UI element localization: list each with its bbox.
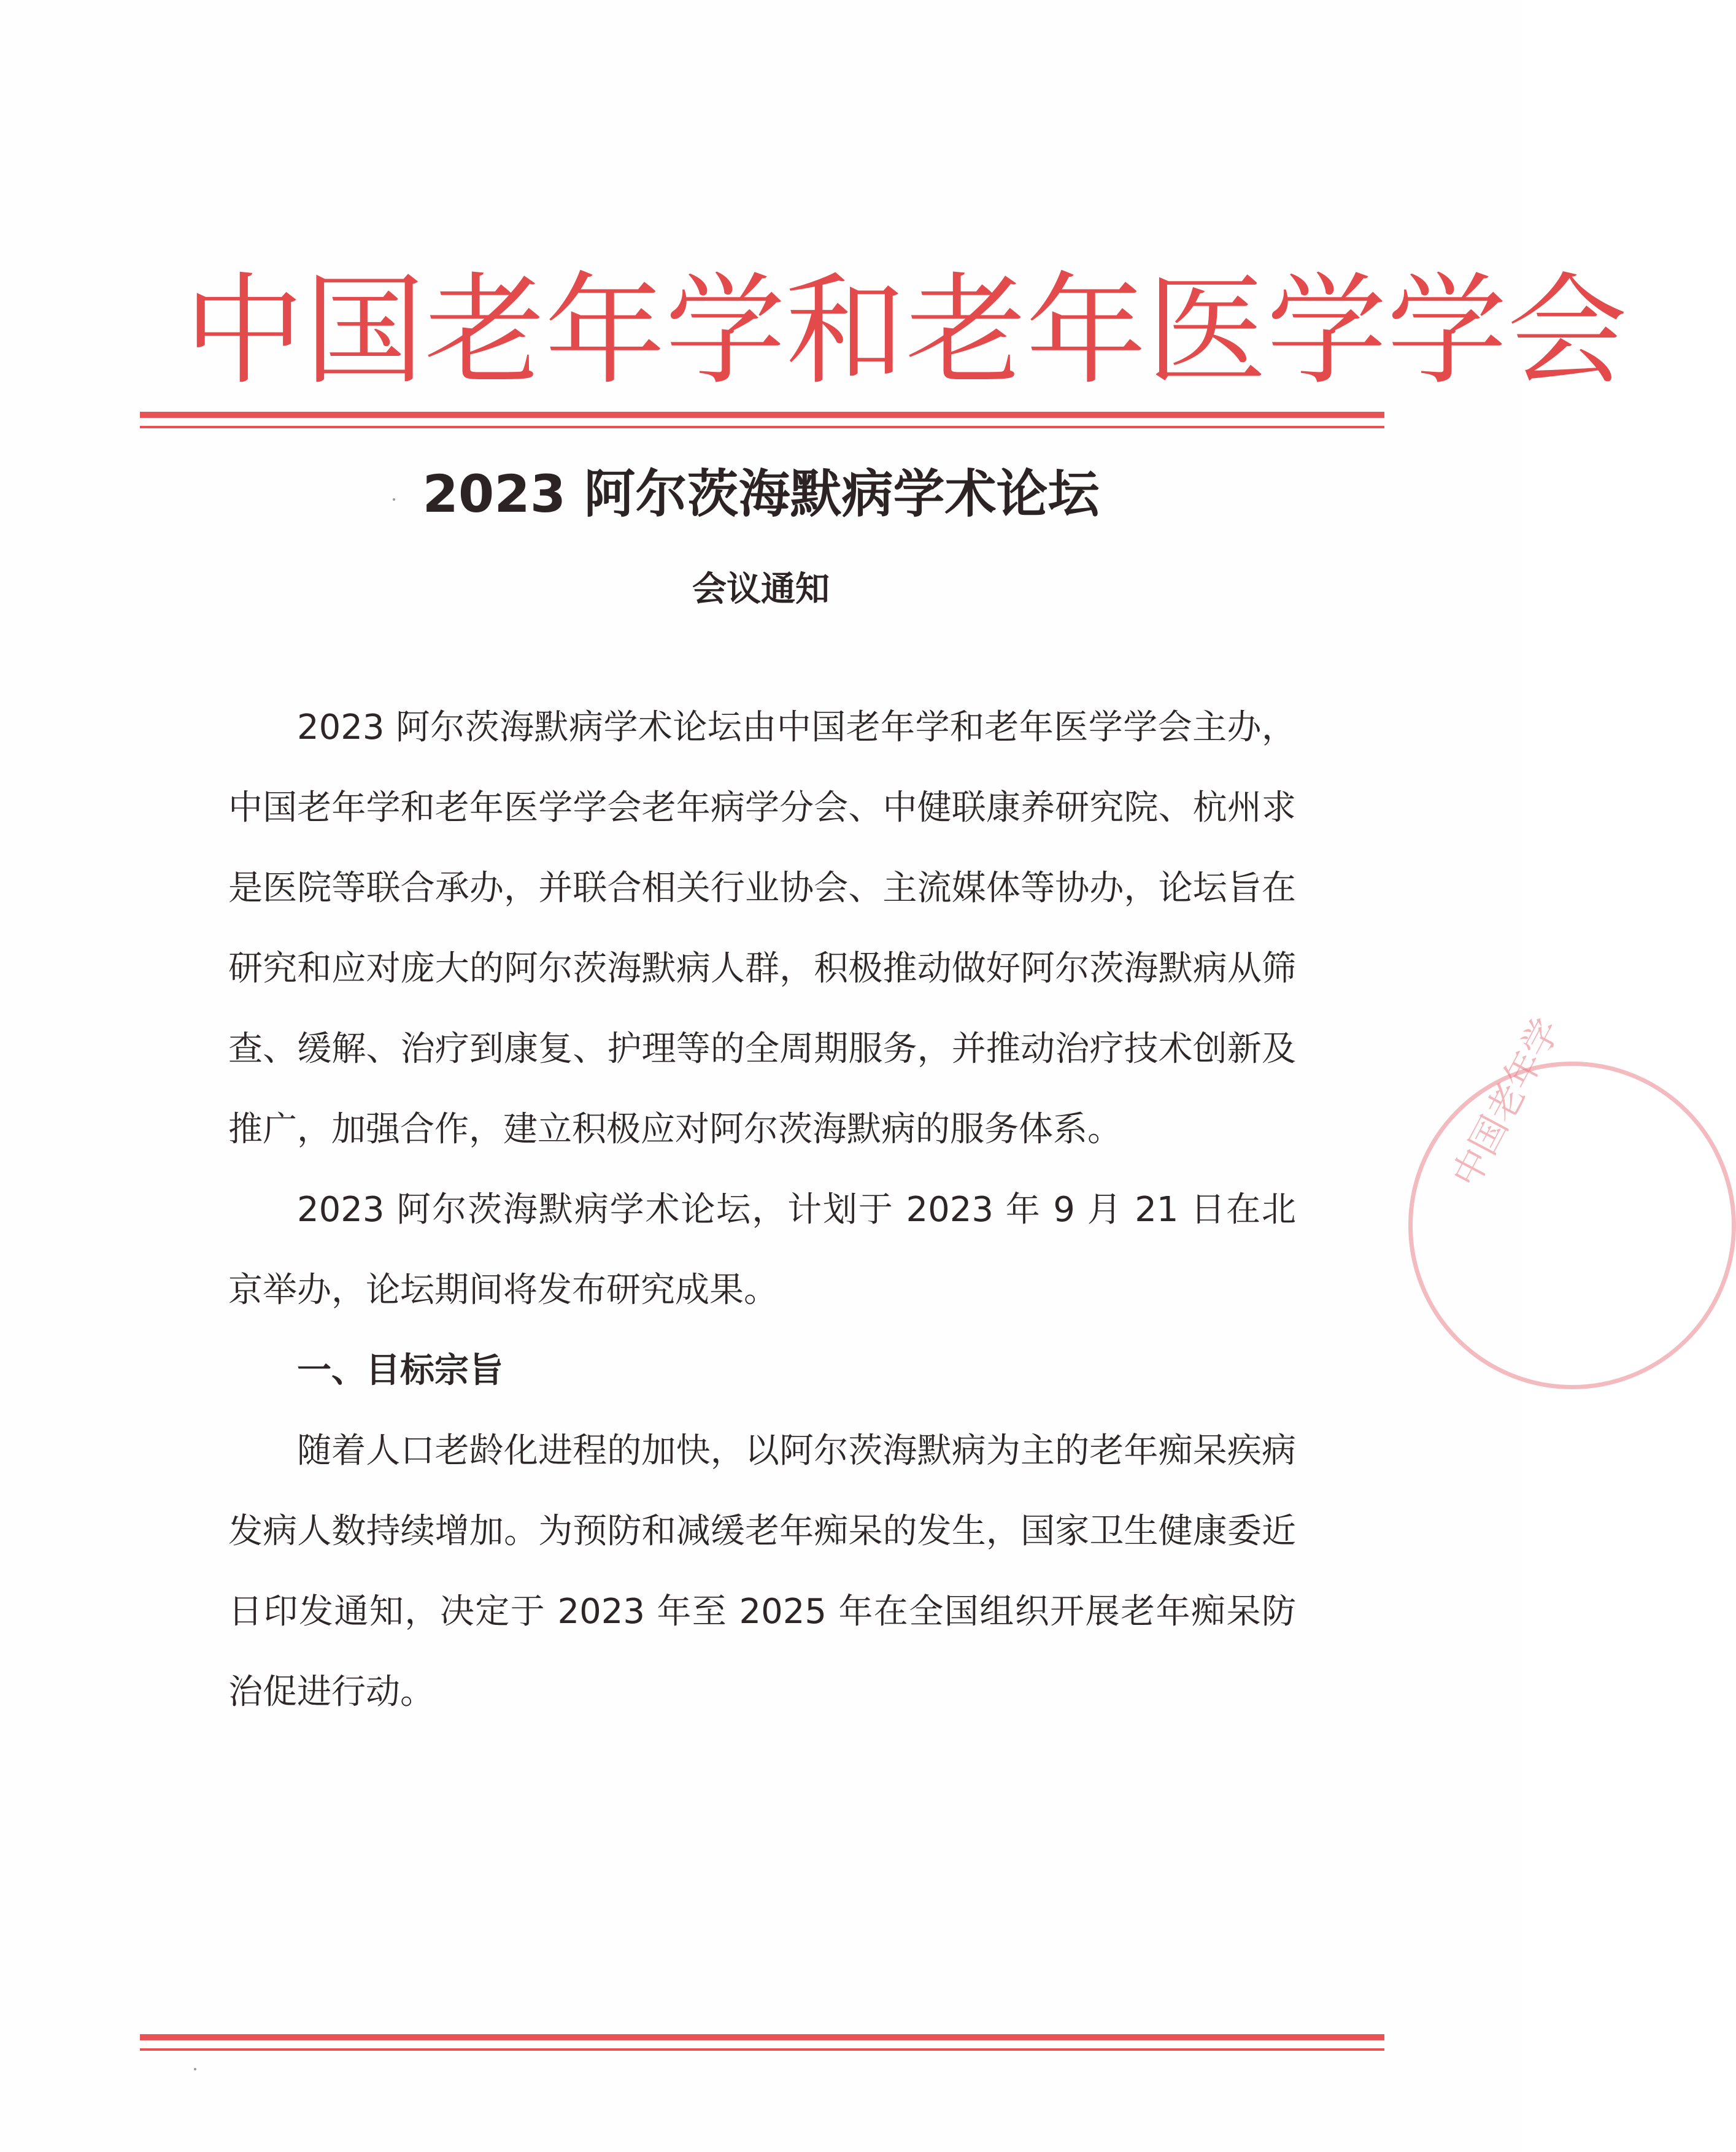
document-body bbox=[228, 687, 1296, 1732]
seal-text: 中国老年学 bbox=[1444, 1011, 1569, 1194]
header-divider-thin bbox=[140, 426, 1384, 428]
organization-header: 中国老年学和老年医学学会 bbox=[184, 261, 1628, 401]
header-divider-thick bbox=[140, 412, 1384, 418]
paragraph-goals: 随着人口老龄化进程的加快，以阿尔茨海默病为主的老年痴呆疾病发病人数持续增加。为预防和减缓老年痴呆的发生，国家卫生健康委近日印发通知，决定于 2023 年至 2025 年在全国组织开展老年痴呆防治促进行动。 bbox=[228, 1431, 1296, 1712]
document-title: 2023 阿尔茨海默病学术论坛 bbox=[422, 464, 1100, 524]
paragraph-schedule: 2023 阿尔茨海默病学术论坛，计划于 2023 年 9 月 21 日在北京举办，论坛期间将发布研究成果。 bbox=[228, 1190, 1296, 1310]
scan-speck bbox=[393, 498, 395, 501]
footer-divider-thick bbox=[140, 2034, 1384, 2040]
section-heading-goals: 一、目标宗旨 bbox=[297, 1351, 503, 1390]
scan-speck bbox=[194, 2068, 196, 2070]
document-subtitle: 会议通知 bbox=[692, 569, 830, 609]
footer-divider-thin bbox=[140, 2048, 1384, 2051]
official-seal bbox=[1408, 1011, 1736, 1389]
paragraph-intro: 2023 阿尔茨海默病学术论坛由中国老年学和老年医学学会主办，中国老年学和老年医学学会老年病学分会、中健联康养研究院、杭州求是医院等联合承办，并联合相关行业协会、主流媒体等协办，论坛旨在研究和应对庞大的阿尔茨海默病人群，积极推动做好阿尔茨海默病从筛查、缓解、治疗到康复、护理等的全周期服务，并推动治疗技术创新及推广，加强合作，建立积极应对阿尔茨海默病的服务体系。 bbox=[228, 708, 1296, 1149]
